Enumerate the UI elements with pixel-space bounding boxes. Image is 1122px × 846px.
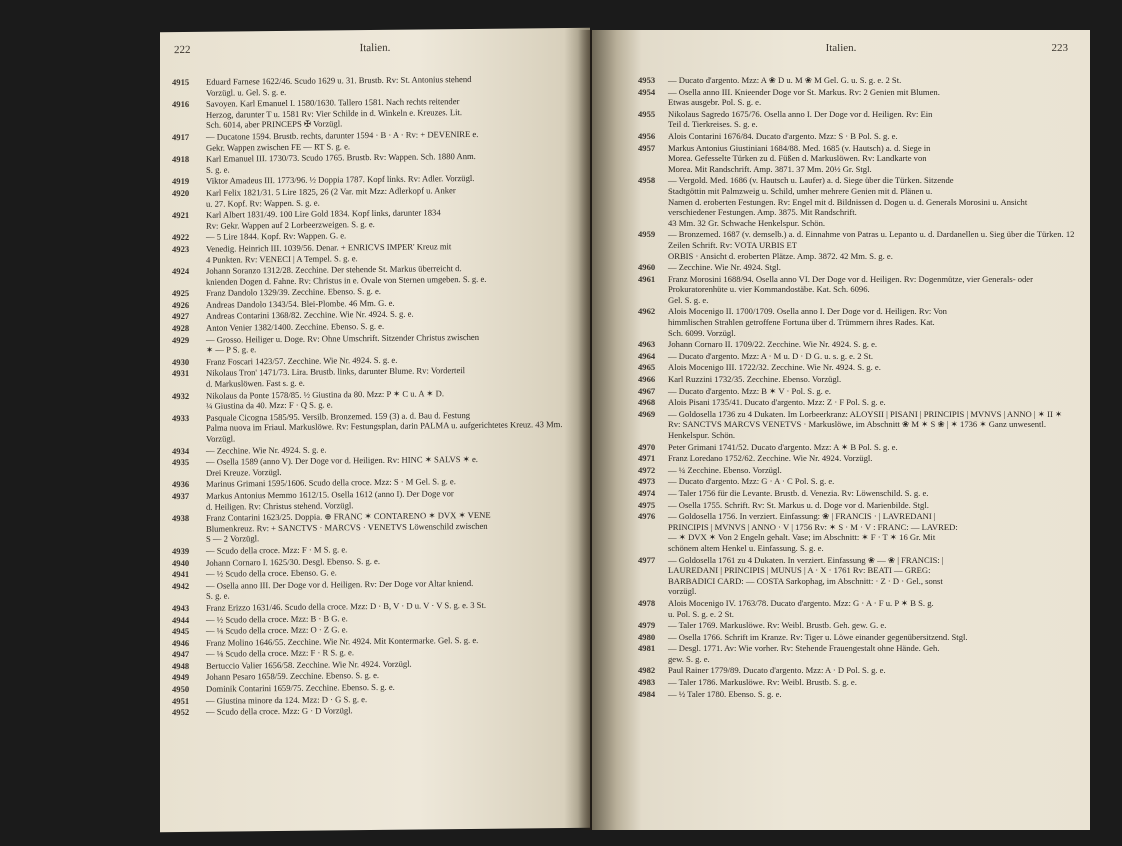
lot-description: — Ducato d'argento. Mzz: A ❀ D u. M ❀ M Gel. G. u. S. g. e. 2 St. (668, 75, 902, 85)
open-book (160, 30, 1090, 840)
lot-description: Franz Loredano 1752/62. Zecchine. Wie Nr. 4924. Vorzügl. (668, 453, 873, 464)
catalog-entry (638, 131, 1076, 142)
lot-description: Marinus Grimani 1595/1606. Scudo della croce. Mzz: S · M Gel. S. g. e. (206, 476, 456, 490)
lot-description: Bertuccio Valier 1656/58. Zecchine. Wie Nr. 4924. Vorzügl. (206, 658, 412, 671)
lot-number: 4930 (172, 356, 190, 367)
lot-description: Johann Cornaro I. 1625/30. Desgl. Ebenso. S. g. e. (206, 555, 381, 568)
catalog-entry (638, 665, 1076, 676)
lot-number: 4978 (638, 597, 656, 608)
lot-number: 4939 (172, 545, 190, 557)
lot-description: — Vergold. Med. 1686 (v. Hautsch u. Laufer) a. d. Siege über die Türken. Sitzende Stadtgöttin mit Palmzweig u. Schild, umher mehrere Genien mit d. Plänen u. Namen d. eroberten Festungen. Rv: Engel mit d. Bildnissen d. Dogen u. d. Generals Morosini u. Ansicht verschiedener Festungen. Amp. 3875. Mit Randschrift. 43 Mm. 32 Gr. Schwache Henkelspur. Schön. (668, 175, 1028, 228)
catalog-entry (638, 677, 1076, 688)
lot-description: — ½ Scudo della croce. Ebenso. G. e. (206, 567, 337, 579)
lot-description: — Ducato d'argento. Mzz: B ✶ V · Pol. S. g. e. (668, 385, 831, 396)
catalog-entry (172, 577, 580, 602)
catalog-entry (638, 306, 1076, 338)
lot-description: Karl Felix 1821/31. 5 Lire 1825, 26 (2 Var. mit Mzz: Adlerkopf u. Anker u. 27. Kopf. Rv: Wappen. S. g. e. (206, 185, 456, 209)
lot-number: 4929 (172, 334, 190, 345)
lot-description: Andreas Dandolo 1343/54. Blei-Plombe. 46 Mm. G. e. (206, 297, 395, 310)
lot-number: 4923 (172, 243, 190, 255)
lot-number: 4933 (172, 412, 190, 423)
catalog-entry (172, 487, 580, 512)
catalog-entry (638, 643, 1076, 664)
lot-number: 4945 (172, 626, 190, 637)
lot-description: Venedig. Heinrich III. 1039/56. Denar. + ENRICVS IMPER' Kreuz mit 4 Punkten. Rv: VENECI | A Tempel. S. g. e. (206, 241, 452, 265)
lot-description: Johann Soranzo 1312/28. Zecchine. Der stehende St. Markus überreicht d. knienden Dogen d. Fahne. Rv: Christus in e. Ovale von Sternen umgeben. S. g. e. (206, 263, 487, 287)
catalog-entry (638, 75, 1076, 86)
lot-description: — ¼ Zecchine. Ebenso. Vorzügl. (668, 464, 782, 475)
lot-number: 4937 (172, 490, 190, 502)
lot-number: 4942 (172, 580, 190, 591)
catalog-entry (172, 409, 580, 445)
lot-description: — Ducato d'argento. Mzz: A · M u. D · D G. u. s. g. e. 2 St. (668, 350, 873, 361)
catalog-entry (638, 339, 1076, 350)
lot-number: 4916 (172, 99, 190, 110)
catalog-entry (172, 509, 580, 545)
catalog-entry (638, 362, 1076, 373)
lot-number: 4918 (172, 154, 190, 165)
lot-number: 4928 (172, 323, 190, 334)
lot-description: Franz Morosini 1688/94. Osella anno VI. Der Doge vor d. Heiligen. Rv: Dogenmütze, vier Generals- oder Prokuratorenhüte u. vier Kommandostäbe. Kat. Sch. 6096. Gel. S. g. e. (668, 273, 1033, 305)
catalog-entry (638, 374, 1076, 385)
catalog-entry (638, 500, 1076, 511)
catalog-entry (172, 262, 580, 287)
lot-number: 4957 (638, 142, 656, 153)
catalog-entry (172, 206, 580, 231)
lot-description: Nikolaus da Ponte 1578/85. ½ Giustina da 80. Mzz: P ✶ C u. A ✶ D. ¼ Giustina da 40. Mzz: F · Q S. g. e. (206, 387, 444, 411)
catalog-entry (638, 689, 1076, 700)
lot-number: 4962 (638, 306, 656, 317)
catalog-entry (172, 331, 580, 356)
lot-description: Nikolaus Tron' 1471/73. Lira. Brustb. links, darunter Blume. Rv: Vorderteil d. Markuslöwen. Fast s. g. e. (206, 365, 466, 389)
catalog-entry (172, 95, 580, 131)
lot-description: — ⅛ Scudo della croce. Mzz: F · R S. g. e. (206, 647, 354, 660)
lot-number: 4965 (638, 362, 656, 373)
lot-description: — Desgl. 1771. Av: Wie vorher. Rv: Stehende Frauengestalt ohne Hände. Geh. gew. S. g. e. (668, 643, 940, 664)
lot-description: Viktor Amadeus III. 1773/96. ½ Doppia 1787. Kopf links. Rv: Adler. Vorzügl. (206, 173, 475, 187)
lot-number: 4961 (638, 273, 656, 284)
lot-description: Alois Mocenigo II. 1700/1709. Osella anno I. Der Doge vor d. Heiligen. Rv: Von himmlischen Strahlen getroffene Fortuna über d. Trümmern ihres Rades. Kat. Sch. 6099. Vorzügl. (668, 306, 947, 338)
lot-description: Nikolaus Sagredo 1675/76. Osella anno I. Der Doge vor d. Heiligen. Rv: Ein Teil d. Tierkreises. S. g. e. (668, 108, 933, 130)
lot-number: 4970 (638, 441, 656, 452)
lot-number: 4932 (172, 390, 190, 401)
lot-number: 4981 (638, 643, 656, 654)
lot-description: Pasquale Cicogna 1585/95. Versilb. Bronzemed. 159 (3) a. d. Bau d. Festung Palma nuova im Friaul. Markuslöwe. Rv: Festungsplan, darin PALMA u. aufgerichtetes Kreuz. 43 Mm. Vorzügl. (206, 409, 563, 444)
catalog-entry (638, 511, 1076, 553)
lot-description: — ½ Scudo della croce. Mzz: B · B G. e. (206, 612, 348, 625)
lot-number: 4963 (638, 339, 656, 350)
catalog-entry (638, 598, 1076, 619)
page-number: 222 (174, 43, 191, 57)
catalog-entries-right (638, 75, 1076, 699)
catalog-entry (172, 240, 580, 265)
catalog-entry (638, 409, 1076, 441)
lot-number: 4948 (172, 660, 190, 672)
catalog-entry (638, 397, 1076, 408)
lot-number: 4976 (638, 511, 656, 522)
lot-description: — Osella anno III. Knieender Doge vor St. Markus. Rv: 2 Genien mit Blumen. Etwas ausgebr. Pol. S. g. e. (668, 86, 940, 108)
lot-description: — Goldosella 1761 zu 4 Dukaten. In verziert. Einfassung ❀ — ❀ | FRANCIS: | LAUREDANI | PRINCIPIS | MUNUS | A · X · 1761 Rv: BEATI — GREG: BARBADICI CARD: — COSTA Sarkophag, im Abschnitt: · Z · D · Gel., sonst vorzügl. (668, 554, 944, 597)
lot-number: 4979 (638, 620, 656, 631)
catalog-entry (638, 87, 1076, 108)
lot-number: 4938 (172, 513, 190, 524)
lot-description: — Goldosella 1756. In verziert. Einfassung: ❀ | FRANCIS · | LAVREDANI | PRINCIPIS | MVNVS | ANNO · V | 1756 Rv: ✶ S · M · V : FRANC: — LAVRED: — ✶ DVX ✶ Von 2 Engeln gehalt. Vase; im Abschnitt: ✶ F · T ✶ 16 Gr. Mit schönem altem Henkel u. Einfassung. S. g. e. (668, 511, 958, 553)
lot-number: 4934 (172, 445, 190, 456)
lot-description: Anton Venier 1382/1400. Zecchine. Ebenso. S. g. e. (206, 320, 385, 333)
lot-number: 4977 (638, 554, 656, 565)
lot-number: 4959 (638, 229, 656, 240)
lot-number: 4968 (638, 397, 656, 408)
lot-description: — 5 Lire 1844. Kopf. Rv: Wappen. G. e. (206, 230, 347, 243)
catalog-entry (638, 453, 1076, 464)
lot-number: 4983 (638, 677, 656, 688)
lot-description: Dominik Contarini 1659/75. Zecchine. Ebenso. S. g. e. (206, 681, 395, 694)
lot-description: — Osella 1755. Schrift. Rv: St. Markus u. d. Doge vor d. Marienbilde. Stgl. (668, 499, 929, 510)
catalog-entry (172, 128, 580, 153)
running-title: Italien. (825, 42, 857, 54)
lot-description: — Osella anno III. Der Doge vor d. Heiligen. Rv: Der Doge vor Altar kniend. S. g. e. (206, 577, 474, 602)
lot-number: 4982 (638, 665, 656, 676)
lot-description: Karl Albert 1831/49. 100 Lire Gold 1834. Kopf links, darunter 1834 Rv: Gekr. Wappen auf 2 Lorbeerzweigen. S. g. e. (206, 207, 441, 231)
catalog-entry (638, 632, 1076, 643)
catalog-entry (638, 262, 1076, 273)
catalog-entry (638, 555, 1076, 597)
lot-number: 4926 (172, 299, 190, 311)
lot-description: — Osella 1589 (anno V). Der Doge vor d. Heiligen. Rv: HINC ✶ SALVS ✶ e. Drei Kreuze. Vorzügl. (206, 454, 478, 478)
lot-number: 4964 (638, 350, 656, 361)
lot-description: — Ducato d'argento. Mzz: G · A · C Pol. S. g. e. (668, 476, 835, 487)
lot-description: — Zecchine. Wie Nr. 4924. S. g. e. (206, 444, 327, 456)
lot-description: Franz Contarini 1623/25. Doppia. ⊕ FRANC ✶ CONTARENO ✶ DVX ✶ VENE Blumenkreuz. Rv: + SANCTVS · MARCVS · VENETVS Löwenschild zwischen S — 2 Vorzügl. (206, 509, 491, 545)
running-title: Italien. (359, 41, 391, 55)
lot-number: 4953 (638, 75, 656, 85)
lot-description: — Grosso. Heiliger u. Doge. Rv: Ohne Umschrift. Sitzender Christus zwischen ✶ — P S. g. e. (206, 331, 480, 356)
lot-description: — Giustina minore da 124. Mzz: D · G S. g. e. (206, 693, 368, 706)
lot-number: 4972 (638, 464, 656, 475)
lot-description: Paul Rainer 1779/89. Ducato d'argento. Mzz: A · D Pol. S. g. e. (668, 665, 886, 676)
catalog-entry (638, 274, 1076, 306)
lot-number: 4941 (172, 569, 190, 580)
lot-description: Alois Mocenigo III. 1722/32. Zecchine. Wie Nr. 4924. S. g. e. (668, 362, 881, 373)
lot-description: — Taler 1769. Markuslöwe. Rv: Weibl. Brustb. Geh. gew. G. e. (668, 620, 887, 631)
lot-number: 4966 (638, 374, 656, 385)
lot-number: 4924 (172, 266, 190, 277)
lot-number: 4951 (172, 695, 190, 706)
left-page-header (160, 40, 590, 57)
lot-description: Peter Grimani 1741/52. Ducato d'argento. Mzz: A ✶ B Pol. S. g. e. (668, 441, 898, 452)
lot-description: Markus Antonius Memmo 1612/15. Osella 1612 (anno I). Der Doge vor d. Heiligen. Rv: Christus stehend. Vorzügl. (206, 488, 454, 512)
catalog-entry (172, 73, 580, 98)
catalog-entry (172, 453, 580, 478)
lot-description: Karl Ruzzini 1732/35. Zecchine. Ebenso. Vorzügl. (668, 374, 842, 385)
lot-description: Markus Antonius Giustiniani 1684/88. Med. 1685 (v. Hautsch) a. d. Siege in Morea. Gefesselte Türken zu d. Füßen d. Markuslöwen. Rv: Landkarte von Morea. Mit Randschrift. Amp. 3871. 37 Mm. 20½ Gr. Stgl. (668, 142, 931, 174)
page-number: 223 (1051, 42, 1068, 54)
lot-description: — Taler 1756 für die Levante. Brustb. d. Venezia. Rv: Löwenschild. S. g. e. (668, 487, 929, 498)
lot-number: 4958 (638, 175, 656, 186)
lot-number: 4975 (638, 499, 656, 510)
lot-number: 4955 (638, 108, 656, 119)
lot-number: 4960 (638, 262, 656, 273)
lot-number: 4936 (172, 479, 190, 490)
lot-description: — Osella 1766. Schrift im Kranze. Rv: Tiger u. Löwe einander gegenübersitzend. Stgl. (668, 631, 968, 642)
catalog-entry (638, 143, 1076, 175)
lot-number: 4974 (638, 487, 656, 498)
lot-number: 4969 (638, 408, 656, 419)
catalog-entry (172, 184, 580, 209)
catalog-entry (172, 150, 580, 175)
lot-number: 4917 (172, 131, 190, 143)
lot-description: — ½ Taler 1780. Ebenso. S. g. e. (668, 688, 782, 699)
lot-description: — Bronzemed. 1687 (v. demselb.) a. d. Einnahme von Patras u. Lepanto u. d. Dardanellen u. Sieg über die Türken. 12 Zeilen Schrift. Rv: VOTA URBIS ET ORBIS · Ansicht d. eroberten Plätze. Amp. 3872. 42 Mm. S. g. e. (668, 229, 1075, 261)
lot-number: 4973 (638, 476, 656, 487)
lot-number: 4950 (172, 684, 190, 695)
lot-description: Franz Molino 1646/55. Zecchine. Wie Nr. 4924. Mit Kontermarke. Gel. S. g. e. (206, 634, 479, 648)
lot-description: Johann Pesaro 1658/59. Zecchine. Ebenso. S. g. e. (206, 670, 380, 683)
lot-number: 4971 (638, 453, 656, 464)
lot-number: 4946 (172, 637, 190, 648)
lot-description: Eduard Farnese 1622/46. Scudo 1629 u. 31. Brustb. Rv: St. Antonius stehend Vorzügl. u. Gel. S. g. e. (206, 73, 472, 98)
lot-number: 4952 (172, 707, 190, 718)
lot-number: 4947 (172, 649, 190, 660)
lot-number: 4944 (172, 614, 190, 625)
lot-description: — Ducatone 1594. Brustb. rechts, darunter 1594 · B · A · Rv: + DEVENIRE e. Gekr. Wappen zwischen FE — RT S. g. e. (206, 128, 479, 153)
lot-number: 4954 (638, 86, 656, 97)
lot-description: Alois Mocenigo IV. 1763/78. Ducato d'argento. Mzz: G · A · F u. P ✶ B S. g. u. Pol. S. g. e. 2 St. (668, 597, 934, 619)
lot-description: Franz Erizzo 1631/46. Scudo della croce. Mzz: D · B, V · D u. V · V S. g. e. 3 St. (206, 599, 486, 613)
catalog-entries-left (172, 73, 580, 718)
catalog-entry (638, 620, 1076, 631)
lot-number: 4935 (172, 457, 190, 468)
lot-number: 4940 (172, 557, 190, 568)
lot-number: 4931 (172, 368, 190, 379)
lot-description: Karl Emanuel III. 1730/73. Scudo 1765. Brustb. Rv: Wappen. Sch. 1880 Anm. S. g. e. (206, 151, 476, 175)
lot-description: — Zecchine. Wie Nr. 4924. Stgl. (668, 262, 781, 273)
lot-number: 4943 (172, 602, 190, 614)
lot-number: 4920 (172, 187, 190, 199)
lot-description: Savoyen. Karl Emanuel I. 1580/1630. Tallero 1581. Nach rechts reitender Herzog, darunter T u. 1581 Rv: Vier Schilde in d. Winkeln e. Kreuzes. Lit. Sch. 6014, aber PRINCEPS ✠ Vorzügl. (206, 96, 463, 131)
lot-number: 4956 (638, 130, 656, 141)
lot-number: 4927 (172, 311, 190, 322)
lot-number: 4980 (638, 631, 656, 642)
catalog-entry (638, 476, 1076, 487)
lot-description: — Scudo della croce. Mzz: G · D Vorzügl. (206, 705, 353, 718)
lot-number: 4967 (638, 385, 656, 396)
lot-description: — Taler 1786. Markuslöwe. Rv: Weibl. Brustb. S. g. e. (668, 677, 857, 688)
lot-description: Alois Contarini 1676/84. Ducato d'argento. Mzz: S · B Pol. S. g. e. (668, 130, 898, 141)
lot-description: Franz Foscari 1423/57. Zecchine. Wie Nr. 4924. S. g. e. (206, 354, 398, 367)
left-page (160, 28, 590, 833)
catalog-entry (638, 351, 1076, 362)
catalog-entry (638, 109, 1076, 130)
lot-number: 4915 (172, 76, 190, 88)
lot-description: Johann Cornaro II. 1709/22. Zecchine. Wie Nr. 4924. S. g. e. (668, 339, 878, 350)
lot-number: 4925 (172, 288, 190, 299)
catalog-entry (638, 229, 1076, 261)
catalog-entry (638, 386, 1076, 397)
lot-description: Andreas Contarini 1368/82. Zecchine. Wie Nr. 4924. S. g. e. (206, 309, 414, 322)
catalog-entry (638, 488, 1076, 499)
lot-number: 4922 (172, 232, 190, 243)
lot-description: — Scudo della croce. Mzz: F · M S. g. e. (206, 544, 348, 556)
catalog-entry (638, 175, 1076, 228)
catalog-entry (638, 465, 1076, 476)
catalog-entry (638, 442, 1076, 453)
lot-description: — ⅛ Scudo della croce. Mzz: O · Z G. e. (206, 624, 348, 636)
catalog-entry (172, 364, 580, 389)
lot-number: 4919 (172, 176, 190, 187)
lot-number: 4984 (638, 688, 656, 699)
lot-description: Alois Pisani 1735/41. Ducato d'argento. Mzz: Z · F Pol. S. g. e. (668, 397, 886, 408)
lot-description: Franz Dandolo 1329/39. Zecchine. Ebenso. S. g. e. (206, 286, 381, 299)
catalog-entry (172, 386, 580, 411)
lot-number: 4949 (172, 672, 190, 683)
lot-description: — Goldosella 1736 zu 4 Dukaten. Im Lorbeerkranz: ALOYSII | PISANI | PRINCIPIS | MVNVS | ANNO | ✶ II ✶ Rv: SANCTVS MARCVS VENETVS · Markuslöwe, im Abschnitt ❀ M ✶ S ❀ | ✶ 1736 ✶ Ganz unwesentl. Henkelspur. Schön. (668, 408, 1063, 440)
lot-number: 4921 (172, 210, 190, 221)
right-page (592, 30, 1090, 830)
